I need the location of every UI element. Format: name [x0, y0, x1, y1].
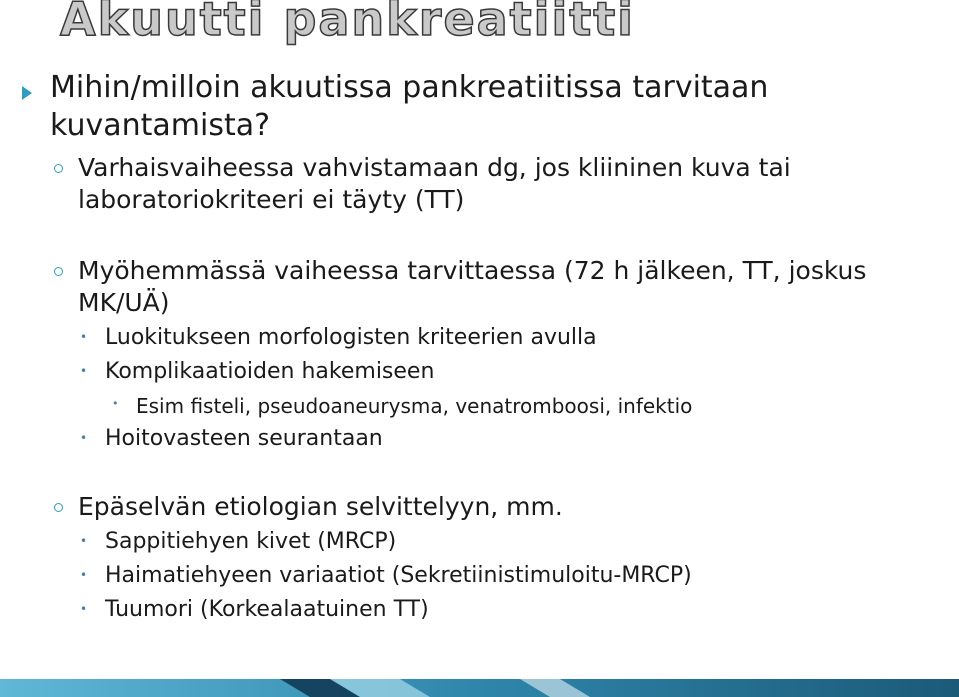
ring-bullet-icon [54, 503, 63, 512]
bullet-text-level2: Myöhemmässä vaiheessa tarvittaessa (72 h jälkeen, TT, joskus [78, 256, 867, 285]
dot-bullet-icon: • [80, 330, 88, 344]
bullet-text-level2: Varhaisvaiheessa vahvistamaan dg, jos kliininen kuva tai [78, 153, 791, 182]
bullet-text-level1-cont: kuvantamista? [50, 108, 271, 143]
bullet-text-level2-cont: laboratoriokriteeri ei täyty (TT) [78, 185, 465, 214]
bullet-text-level3: Komplikaatioiden hakemiseen [105, 359, 435, 384]
bullet-text-level2-cont: MK/UÄ) [78, 288, 170, 317]
bullet-text-level4: Esim fisteli, pseudoaneurysma, venatromboosi, infektio [136, 394, 693, 418]
dot-bullet-icon: • [80, 364, 88, 378]
bullet-text-level3: Tuumori (Korkealaatuinen TT) [105, 597, 429, 622]
slide-title: Akuutti pankreatiitti [60, 0, 635, 46]
bullet-text-level3: Hoitovasteen seurantaan [105, 426, 383, 451]
decorative-footer-bar [0, 679, 959, 697]
arrow-bullet-icon [22, 86, 32, 100]
dot-bullet-icon: • [80, 602, 88, 616]
bullet-text-level3: Sappitiehyen kivet (MRCP) [105, 529, 397, 554]
bullet-text-level2: Epäselvän etiologian selvittelyyn, mm. [78, 492, 563, 521]
dot-bullet-icon: • [80, 431, 88, 445]
dot-bullet-icon: • [80, 534, 88, 548]
dot-bullet-icon: • [80, 568, 88, 582]
ring-bullet-icon [54, 164, 63, 173]
ring-bullet-icon [54, 267, 63, 276]
dot-bullet-icon: • [112, 397, 119, 410]
bullet-text-level3: Luokitukseen morfologisten kriteerien avulla [105, 325, 597, 350]
bullet-text-level3: Haimatiehyeen variaatiot (Sekretiinistimuloitu-MRCP) [105, 563, 692, 588]
bullet-text-level1: Mihin/milloin akuutissa pankreatiitissa tarvitaan [50, 70, 769, 105]
footer-bar-base [0, 679, 959, 697]
